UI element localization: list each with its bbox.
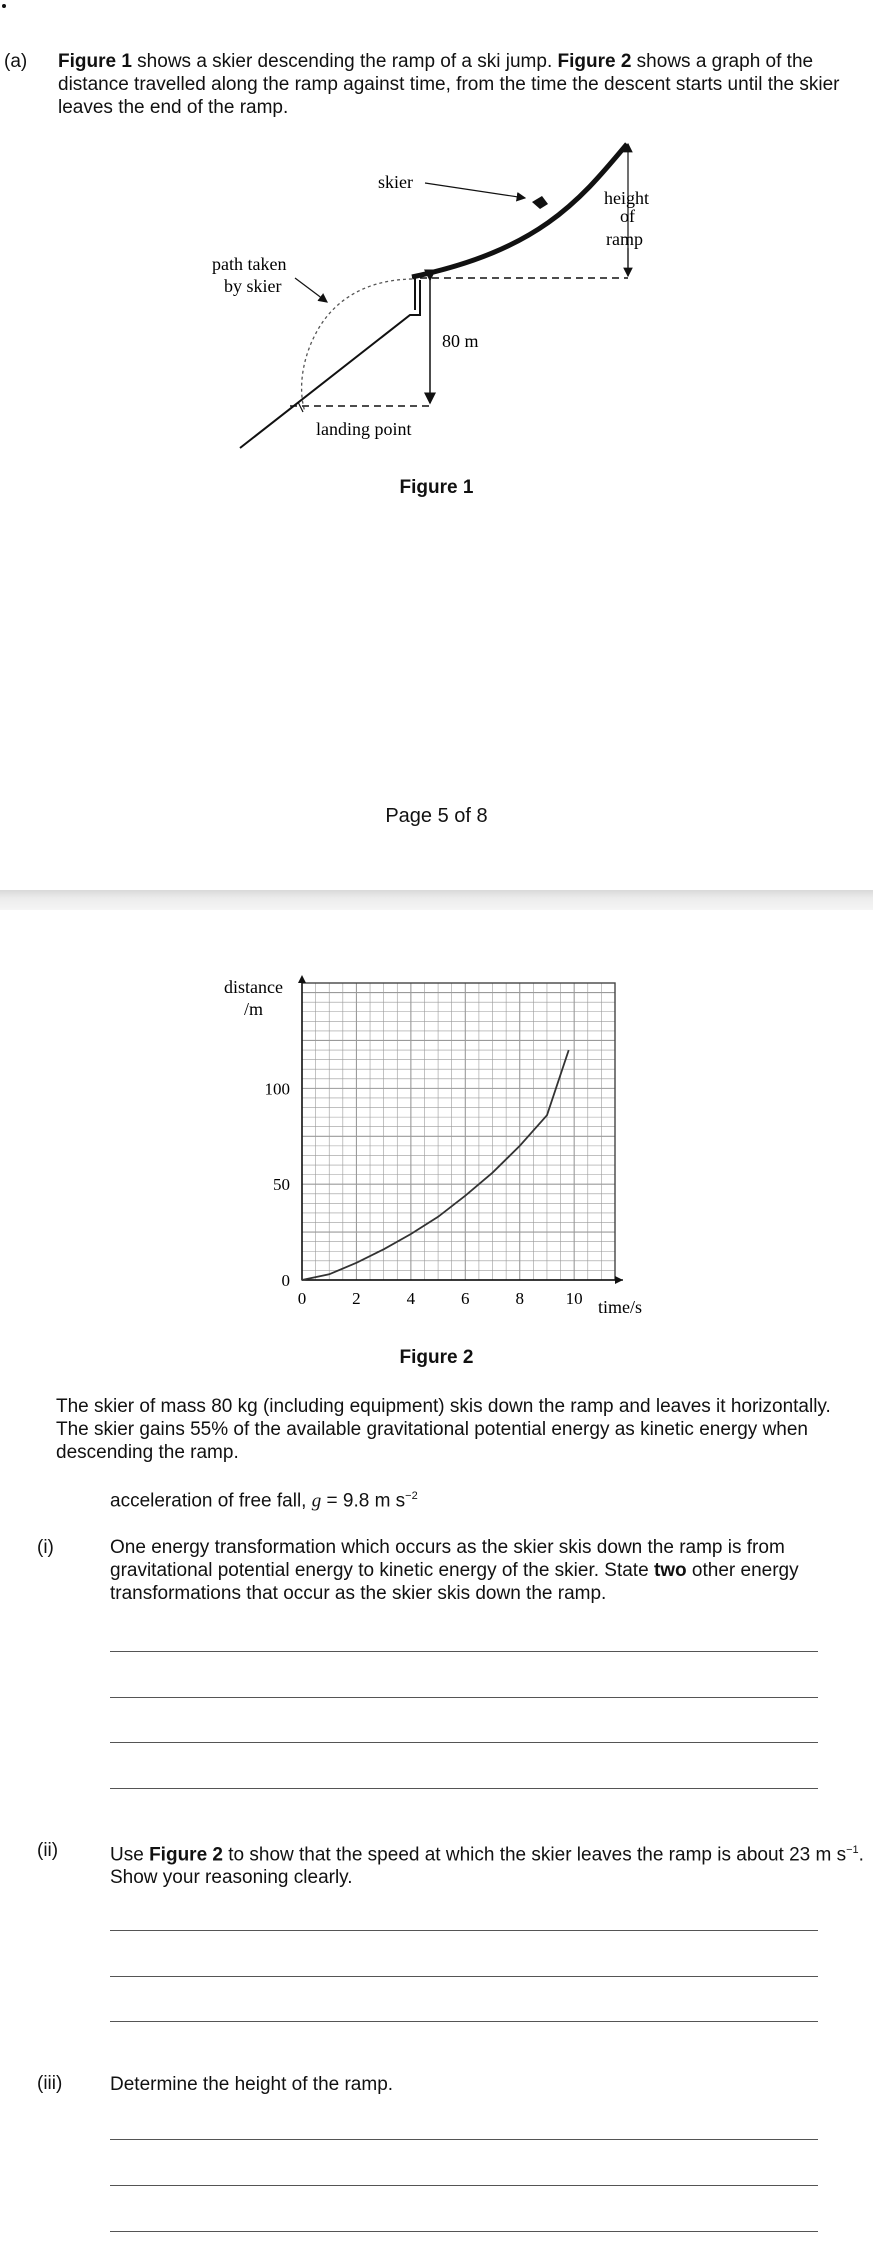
answer-line[interactable]	[110, 2021, 818, 2022]
x-tick-label: 0	[297, 1289, 307, 1308]
y-axis-arrowhead	[298, 975, 306, 983]
intro-bold-figure2: Figure 2	[557, 51, 632, 72]
answer-line[interactable]	[110, 2139, 818, 2140]
label-path-1: path taken	[212, 254, 287, 274]
flight-path-dotted	[302, 279, 412, 412]
y-axis-label-2: /m	[244, 999, 264, 1019]
part-iii-label: (iii)	[37, 2073, 63, 2094]
intro-text-1: shows a skier descending the ramp of a ski jump.	[131, 51, 558, 72]
figure1-ski-jump-diagram	[180, 130, 700, 460]
y-tick-label: 0	[281, 1271, 290, 1290]
part-ii-label: (ii)	[37, 1840, 59, 1861]
y-axis-label-1: distance	[224, 977, 283, 997]
plot-frame	[302, 983, 615, 1280]
label-height-1: height	[604, 188, 649, 208]
acceleration-statement	[110, 1490, 418, 1512]
ramp-curve	[412, 144, 627, 277]
answer-line[interactable]	[110, 1930, 818, 1931]
page-divider	[0, 890, 873, 910]
label-skier: skier	[378, 172, 413, 192]
x-tick-label: 6	[461, 1289, 470, 1308]
label-height-2: of	[620, 206, 635, 226]
answer-line[interactable]	[110, 1976, 818, 1977]
x-tick-label: 10	[565, 1289, 583, 1308]
part-i-bold: two	[653, 1560, 687, 1581]
figure2-distance-time-graph	[210, 975, 670, 1320]
part-ii-text-1: Use	[110, 1844, 150, 1866]
accel-unit-exponent: −2	[405, 1490, 418, 1502]
part-i-label: (i)	[37, 1537, 54, 1558]
part-i-text-1: One energy transformation which occurs as the skier skis down the ramp is from gravitational potential energy to kinetic energy of the skier. State	[110, 1537, 785, 1581]
answer-line[interactable]	[110, 1788, 818, 1789]
y-tick-label: 50	[273, 1175, 290, 1195]
x-axis-label: time/s	[598, 1297, 642, 1317]
chart-grid	[302, 983, 615, 1280]
y-tick-label: 100	[264, 1079, 290, 1099]
x-tick-label: 8	[515, 1289, 524, 1308]
part-ii-bold: Figure 2	[149, 1844, 223, 1866]
label-path-2: by skier	[224, 276, 282, 296]
chart-ticks	[265, 975, 624, 1308]
label-height-3: ramp	[606, 229, 643, 249]
part-i-text	[110, 1536, 865, 1605]
answer-line[interactable]	[110, 2231, 818, 2232]
page-mark-dot	[2, 4, 6, 8]
answer-line[interactable]	[110, 1742, 818, 1743]
takeoff-platform	[412, 277, 415, 310]
answer-line[interactable]	[110, 1697, 818, 1698]
answer-line[interactable]	[110, 1651, 818, 1652]
part-ii-text	[110, 1839, 865, 1889]
accel-var: g	[311, 1490, 322, 1512]
accel-text: acceleration of free fall,	[110, 1490, 312, 1512]
part-ii-unit-exponent: −1	[846, 1844, 859, 1856]
question-label: (a)	[4, 51, 28, 72]
part-ii-text-3: . Show your reasoning clearly.	[110, 1844, 864, 1889]
answer-line[interactable]	[110, 2185, 818, 2186]
label-landing-point: landing point	[316, 419, 412, 439]
skier-figure	[532, 196, 548, 209]
question-intro	[58, 50, 858, 119]
figure2-caption: Figure 2	[399, 1347, 474, 1368]
accel-value: = 9.8 m s	[321, 1490, 406, 1512]
page-number: Page 5 of 8	[385, 805, 488, 827]
intro-bold-figure1: Figure 1	[58, 51, 132, 72]
intro-text-2: shows a graph of the distance travelled along the ramp against time, from the time the descent starts until the skier leaves the end of the ramp.	[58, 51, 840, 118]
figure1-caption: Figure 1	[399, 477, 474, 498]
label-80m: 80 m	[442, 331, 479, 351]
part-ii-text-2: to show that the speed at which the skier leaves the ramp is about 23 m s	[222, 1844, 847, 1866]
x-tick-label: 2	[352, 1289, 361, 1308]
part-iii-text: Determine the height of the ramp.	[110, 2074, 394, 2095]
x-tick-label: 4	[406, 1289, 416, 1308]
part-i-text-2: other energy transformations that occur as the skier skis down the ramp.	[110, 1560, 799, 1604]
x-axis-arrowhead	[615, 1276, 623, 1284]
scenario-paragraph: The skier of mass 80 kg (including equipment) skis down the ramp and leaves it horizontally. The skier gains 55% of the available gravitational potential energy as kinetic energy when descending the ramp.	[56, 1396, 831, 1463]
